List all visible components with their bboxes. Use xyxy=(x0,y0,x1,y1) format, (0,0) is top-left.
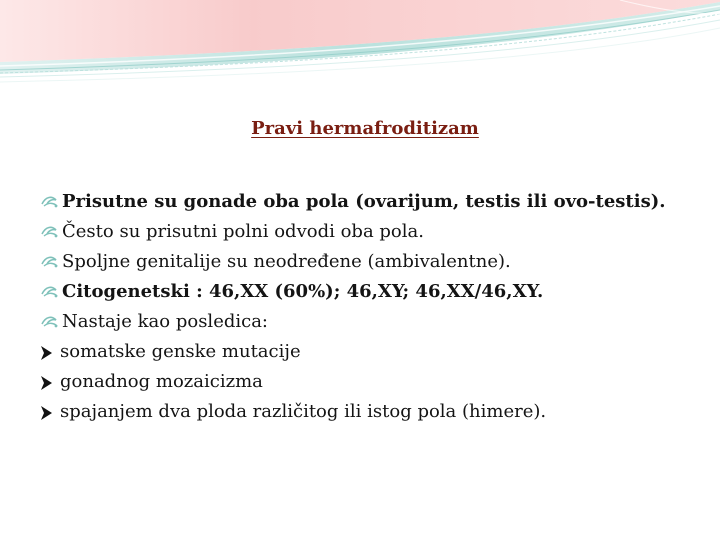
bullet-text: gonadnog mozaicizma xyxy=(60,371,263,392)
list-item xyxy=(40,337,690,367)
slide-title: Pravi hermafroditizam xyxy=(251,118,479,139)
list-item xyxy=(40,277,690,307)
list-item xyxy=(40,217,690,247)
arrow-bullet-icon xyxy=(38,367,58,397)
list-item xyxy=(40,397,690,427)
bullet-text: Citogenetski : 46,XX (60%); 46,XY; 46,XX/46,XY. xyxy=(62,281,544,302)
bullet-text: Spoljne genitalije su neodređene (ambivalentne). xyxy=(62,251,511,272)
ornament-bullet-icon xyxy=(40,247,60,277)
ornament-bullet-icon xyxy=(40,277,60,307)
ornament-bullet-icon xyxy=(40,187,60,217)
bullet-text: Nastaje kao posledica: xyxy=(62,311,268,332)
arrow-bullet-icon xyxy=(38,397,58,427)
decorative-header-band xyxy=(0,0,720,100)
list-item xyxy=(40,187,690,217)
ornament-bullet-icon xyxy=(40,307,60,337)
bullet-text: somatske genske mutacije xyxy=(60,341,301,362)
bullet-text: Prisutne su gonade oba pola (ovarijum, testis ili ovo-testis). xyxy=(62,191,666,212)
ornament-bullet-icon xyxy=(40,217,60,247)
bullet-text: spajanjem dva ploda različitog ili istog pola (himere). xyxy=(60,401,547,422)
list-item xyxy=(40,307,690,337)
list-item xyxy=(40,247,690,277)
arrow-bullet-icon xyxy=(38,337,58,367)
bullet-text: Često su prisutni polni odvodi oba pola. xyxy=(62,221,424,242)
bullet-list xyxy=(40,187,690,427)
list-item xyxy=(40,367,690,397)
